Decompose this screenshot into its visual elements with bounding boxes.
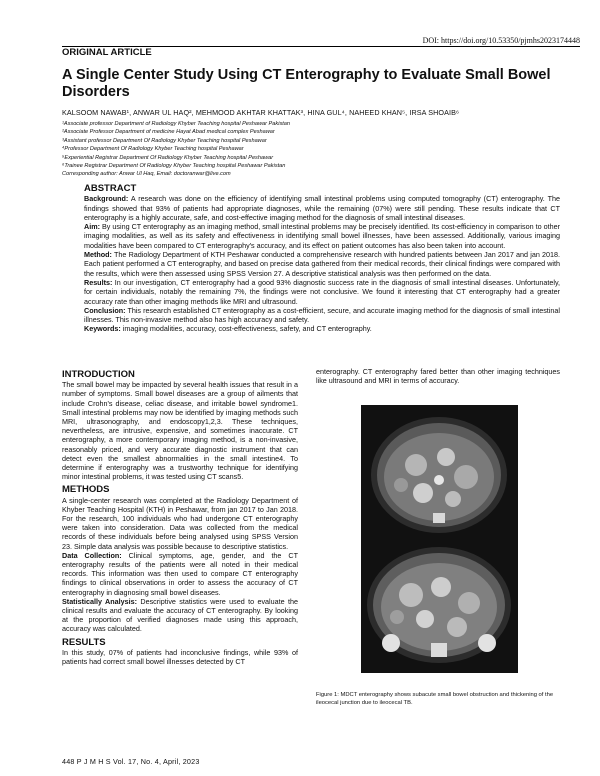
ct-enterography-figure (361, 405, 518, 673)
abstract-background (84, 194, 560, 222)
affiliation-line: ⁵Experiential Registrar Department Of Radiology Khyber Teaching hospital Peshawar (62, 154, 274, 161)
page-footer: 448 P J M H S Vol. 17, No. 4, April, 2023 (62, 757, 200, 766)
results-text: In our investigation, CT enterography had a good 93% diagnostic success rate in the diagnosis of small intestinal diseases. Unfortunately, for certain individuals, notably the remaining 7%, the findings were not conclusive. We found it interesting that CT enterography had a greater accuracy rate than other imaging methods like MRI and ultrasound. (84, 277, 560, 306)
method-label: Method: (84, 250, 112, 260)
data-collection-text: Clinical symptoms, age, gender, and the CT enterography results of the patients were all noted in their medical records. This information was then used to compare CT enterography findings to clinical observations in order to assess the accuracy of CT enterography in diagnosing small bowel diseases. (62, 550, 298, 597)
introduction-heading: INTRODUCTION (62, 369, 135, 380)
affiliation-line: ⁶Trainee Registrar Department Of Radiology Khyber Teaching hospital Peshawar Pakistan (62, 163, 286, 170)
conclusion-text: This research established CT enterography as a cost-efficient, secure, and accurate imaging method for the diagnosis of small intestinal illnesses. This non-invasive method also has high accuracy and safety. (84, 305, 560, 325)
page-title: A Single Center Study Using CT Enterography to Evaluate Small Bowel Disorders (62, 67, 551, 100)
results-heading: RESULTS (62, 636, 106, 648)
data-collection-label: Data Collection: (62, 550, 122, 560)
keywords-text: imaging modalities, accuracy, cost-effectiveness, safety, and CT enterography. (120, 324, 372, 334)
conclusion-label: Conclusion: (84, 305, 126, 315)
introduction-text: The small bowel may be impacted by several health issues that result in a number of symptoms. Small bowel diseases are a group of ailments that include Crohn's disease, celiac disease, and irritable bowel syndrome1. Small intestinal problems may now be identified by imaging methods such MRI, ultrasonography, and endoscopy1,2,3. These techniques, nevertheless, are intrusive, expensive, and sometimes inaccurate. CT enterography, a more contemporary imaging method, is a non-invasive, reasonably priced, and very accurate diagnostic instrument that can detect even the smallest abnormalities in the small intestine4. To determine if enterography was a trustworthy technique for identifying minor intestinal problems, it was tested using CT scans5. (62, 380, 298, 482)
affiliation-line: ²Associate Professor Department of medicine Hayat Abad medical complex Peshawar (62, 129, 275, 136)
abstract (84, 184, 560, 334)
abstract-heading: ABSTRACT (84, 183, 137, 194)
results-section-text: In this study, 07% of patients had inconclusive findings, while 93% of patients had correct small bowel illnesses detected by CT (62, 647, 298, 667)
abstract-results (84, 278, 560, 306)
abstract-keywords (84, 324, 560, 333)
corresponding-author: Corresponding author: Anwar Ul Haq, Email: doctoranwar@live.com (62, 171, 231, 178)
affiliation-line: ³Assistant professor Department Of Radiology Khyber Teaching hospital Peshawar (62, 137, 267, 144)
results-label: Results: (84, 277, 113, 287)
method-text: The Radiology Department of KTH Peshawar conducted a comprehensive research with hundred patients between Jan 2017 and jan 2018. Each patient performed a CT enterography, and based on precise data gathered from their medical records, their clinical findings were compared with the results, which were then assessed using SPSS Version 27. A descriptive statistical analysis was then performed on the data. (84, 250, 560, 278)
methods-heading: METHODS (62, 484, 110, 496)
left-column (62, 366, 298, 666)
abstract-conclusion (84, 306, 560, 325)
article-type: ORIGINAL ARTICLE (62, 47, 152, 58)
abstract-aim (84, 222, 560, 250)
right-column (316, 367, 560, 385)
affiliation-line: ⁴Professor Department Of Radiology Khyber Teaching hospital Peshawar (62, 146, 244, 153)
right-column-text: enterography. CT enterography fared better than other imaging techniques like ultrasound and MRI in terms of accuracy. (316, 367, 560, 386)
author-list: KALSOOM NAWAB¹, ANWAR UL HAQ², MEHMOOD AKHTAR KHATTAK³, HINA GUL⁴, NAHEED KHAN⁵, IRSA SHOAIB⁶ (62, 108, 460, 117)
background-text: A research was done on the efficiency of identifying small intestinal problems using computed tomography (CT) enterography. The findings showed that 93% of patients had appropriate diagnoses, while the remaining (07%) were still pending. These results indicate that CT enterography is a highly accurate, safe, and cost-effective imaging method for the diagnosis of small intestinal diseases. (84, 194, 560, 222)
statistical-analysis (62, 597, 298, 634)
background-label: Background: (84, 194, 129, 204)
ct-scan-image (361, 405, 518, 673)
figure-caption: Figure 1: MDCT enterography shows subacute small bowel obstruction and thickening of the ileocecal junction due to ileocecal TB. (316, 692, 554, 706)
methods-text: A single-center research was completed at the Radiology Department of Khyber Teaching Hospital (KTH) in Peshawar, from jan 2017 to Jan 2018. For the research, 100 individuals who had undergone CT enterography were taken into consideration. Data was collected from the medical records of these individuals before being analysed using SPSS Version 23. Simple data analysis was possible because to descriptive statistics. (62, 495, 298, 551)
stats-text: Descriptive statistics were used to evaluate the clinical results and evaluate the accuracy of CT enterography. By looking at the proportion of verified diagnoses made using this approach, accuracy was calculated. (62, 596, 298, 634)
affiliation-line: ¹Associate professor Department of Radiology Khyber Teaching hospital Peshawar Pakistan (62, 121, 291, 127)
doi-link[interactable]: DOI: https://doi.org/10.53350/pjmhs2023174448 (422, 36, 580, 45)
aim-label: Aim: (84, 222, 100, 232)
data-collection (62, 551, 298, 597)
stats-label: Statistically Analysis: (62, 596, 138, 606)
aim-text: By using CT enterography as an imaging method, small intestinal problems may be precisely identified. Its cost-efficiency in comparison to other imaging modalities, as well as its safety and effectiveness in identifying small bowel illnesses, have been assessed. Additionally, various imaging modalities have been compared to CT enterography's accuracy, and its effect on patient outcomes has also been taken into account. (84, 222, 560, 250)
abstract-method (84, 250, 560, 278)
affiliations (62, 120, 290, 179)
keywords-label: Keywords: (84, 324, 121, 334)
